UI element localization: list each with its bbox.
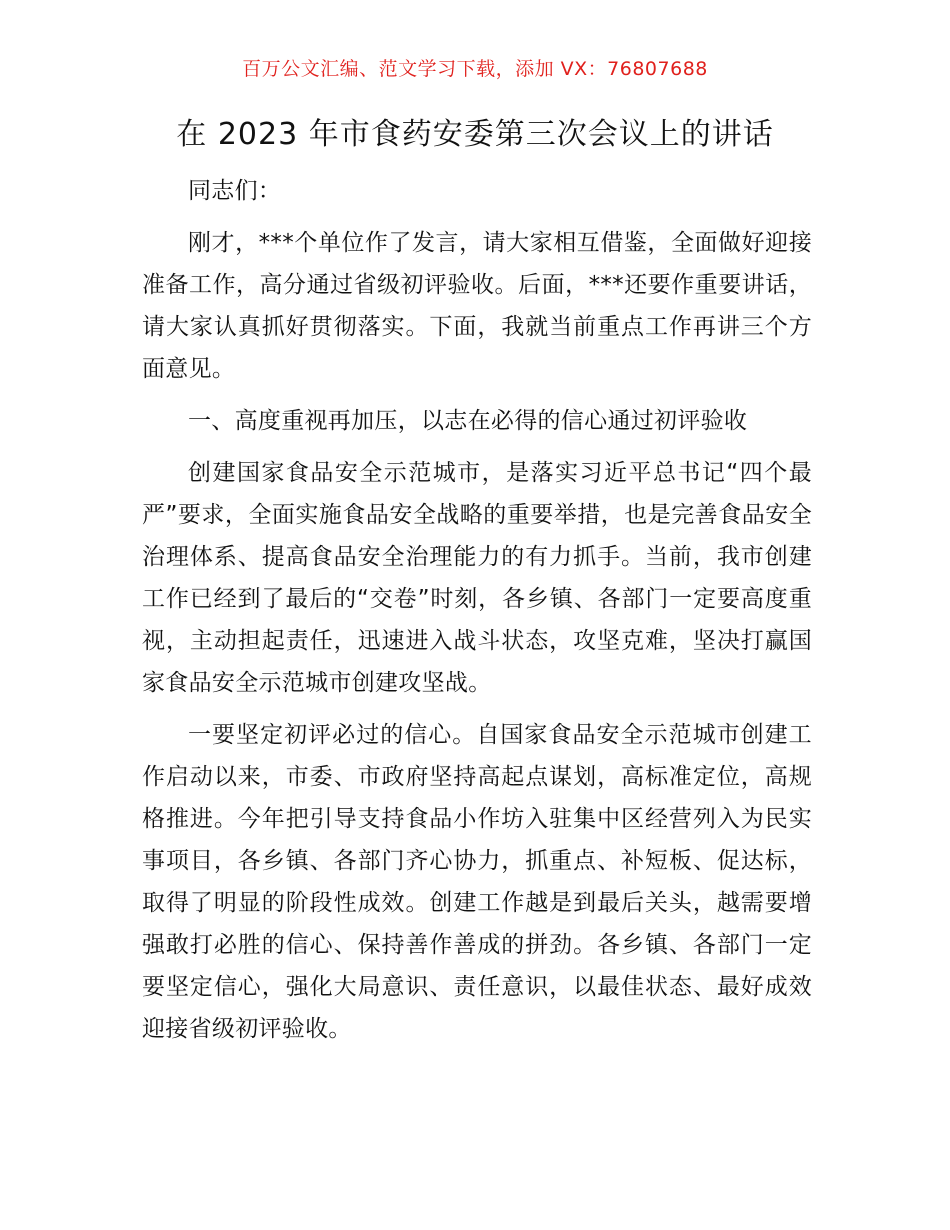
salutation: 同志们： <box>188 178 282 204</box>
paragraph-point-1: 一要坚定初评必过的信心。自国家食品安全示范城市创建工作启动以来，市委、市政府坚持高起点谋划，高标准定位，高规格推进。今年把引导支持食品小作坊入驻集中区经营列入为民实事项目，各乡镇、各部门齐心协力，抓重点、补短板、促达标，取得了明显的阶段性成效。创建工作越是到最后关头，越需要增强敢打必胜的信心、保持善作善成的拼劲。各乡镇、各部门一定要坚定信心，强化大局意识、责任意识，以最佳状态、最好成效迎接省级初评验收。 <box>142 722 812 1042</box>
document-title: 在 2023 年市食药安委第三次会议上的讲话 <box>176 117 774 152</box>
section-heading-1: 一、高度重视再加压，以志在必得的信心通过初评验收 <box>188 408 748 434</box>
header-watermark-note: 百万公文汇编、范文学习下载，添加 VX：76807688 <box>242 58 708 80</box>
paragraph-opening: 刚才，***个单位作了发言，请大家相互借鉴，全面做好迎接准备工作，高分通过省级初评验收。后面，***还要作重要讲话，请大家认真抓好贯彻落实。下面，我就当前重点工作再讲三个方面意见。 <box>142 230 812 382</box>
document-body <box>142 170 812 1050</box>
paragraph-section-1-intro: 创建国家食品安全示范城市，是落实习近平总书记“四个最严”要求，全面实施食品安全战略的重要举措，也是完善食品安全治理体系、提高食品安全治理能力的有力抓手。当前，我市创建工作已经到了最后的“交卷”时刻，各乡镇、各部门一定要高度重视，主动担起责任，迅速进入战斗状态，攻坚克难，坚决打赢国家食品安全示范城市创建攻坚战。 <box>142 460 812 696</box>
